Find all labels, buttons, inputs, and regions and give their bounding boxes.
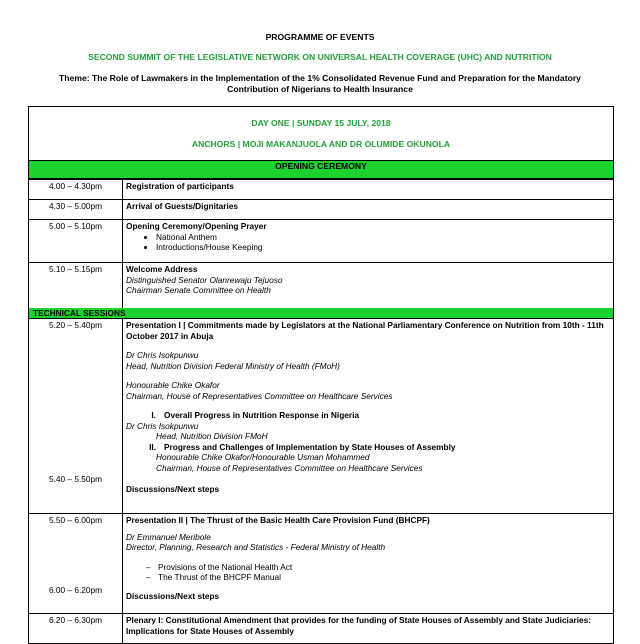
list-number: II. [149, 441, 156, 452]
anchors-label: ANCHORS | MOJI MAKANJUOLA AND DR OLUMIDE OKUNOLA [191, 139, 451, 149]
table-row [29, 614, 614, 644]
discussion-time: 6.00 – 6.20pm [48, 584, 103, 595]
list-item: • National Anthem [156, 232, 610, 243]
session-cell [123, 263, 614, 309]
session-cell [123, 220, 614, 263]
session-title: Arrival of Guests/Dignitaries [123, 200, 614, 220]
session-title: Opening Ceremony/Opening Prayer [126, 221, 267, 231]
session-title: Presentation I | Commitments made by Legislators at the National Parliamentary Conference on Nutrition from 10th - 11th October 2017 in Abuja [126, 320, 604, 341]
time-label: 5.20 – 5.40pm [48, 320, 103, 330]
list-item-title: Progress and Challenges of Implementation by State Houses of Assembly [164, 441, 456, 452]
speaker-name: Honourable Chike Okafor [126, 380, 220, 390]
discussion-label: Discussions/Next steps [126, 590, 220, 601]
speaker-role: Chairman, House of Representatives Committee on Healthcare Services [156, 462, 423, 473]
list-item [126, 442, 610, 453]
speaker-role: Chairman, House of Representatives Committee on Healthcare Services [126, 390, 393, 401]
list-item: – The Thrust of the BHCPF Manual [146, 572, 610, 583]
speaker-role: Head, Nutrition Division FMoH [156, 431, 268, 441]
session-title: Welcome Address [126, 264, 198, 274]
bullet-list [126, 232, 610, 253]
discussion-label: Discussions/Next steps [126, 484, 220, 494]
time-cell: 4.00 – 4.30pm [29, 180, 123, 200]
list-number: I. [151, 410, 156, 420]
list-item: – Provisions of the National Health Act [146, 562, 610, 573]
session-title: Plenary I: Constitutional Amendment that provides for the funding of State Houses of Assembly and State Judiciaries: Implications for State Houses of Assembly [123, 614, 614, 644]
table-row [29, 319, 614, 514]
time-cell [29, 319, 123, 514]
speaker-role: Head, Nutrition Division Federal Ministry of Health (FMoH) [126, 360, 340, 371]
summit-theme: Theme: The Role of Lawmakers in the Implementation of the 1% Consolidated Revenue Fund and Preparation for the Mandatory Contribution of Nigerians to Health Insurance [59, 73, 581, 94]
dash-list [126, 562, 610, 583]
speaker-role: Director, Planning, Research and Statistics - Federal Ministry of Health [126, 542, 386, 552]
opening-table [28, 179, 614, 309]
time-cell [29, 514, 123, 614]
day-label: DAY ONE | SUNDAY 15 JULY, 2018 [251, 118, 391, 128]
session-title: Presentation II | The Thrust of the Basic Health Care Provision Fund (BHCPF) [126, 515, 430, 525]
opening-ceremony-banner: OPENING CEREMONY [28, 160, 614, 179]
summit-subtitle: SECOND SUMMIT OF THE LEGISLATIVE NETWORK ON UNIVERSAL HEALTH COVERAGE (UHC) AND NUTRITION [88, 52, 552, 62]
discussion-time: 5.40 – 5.50pm [48, 473, 103, 484]
time-label: 5.50 – 6.00pm [48, 515, 103, 525]
table-row [29, 200, 614, 220]
day-header-box [28, 106, 614, 160]
table-row [29, 263, 614, 309]
table-row [29, 180, 614, 200]
list-item: • Introductions/House Keeping [156, 242, 610, 253]
list-item [126, 410, 610, 421]
speaker-name: Dr Chris Isokpunwu [126, 420, 199, 431]
technical-sessions-banner: TECHNICAL SESSIONS [28, 308, 614, 318]
table-row [29, 514, 614, 614]
speaker-name: Distinguished Senator Olanrewaju Tejuoso [126, 274, 283, 285]
session-title: Registration of participants [123, 180, 614, 200]
table-row [29, 220, 614, 263]
time-cell: 5.00 – 5.10pm [29, 220, 123, 263]
speaker-name: Honourable Chike Okafor/Honourable Usman Mohammed [156, 452, 370, 462]
session-cell [123, 514, 614, 614]
page-title: PROGRAMME OF EVENTS [265, 32, 375, 42]
session-cell [123, 319, 614, 514]
time-cell: 5.10 – 5.15pm [29, 263, 123, 309]
speaker-role: Chairman Senate Committee on Health [126, 285, 271, 295]
time-cell: 6.20 – 6.30pm [29, 614, 123, 644]
time-cell: 4.30 – 5.00pm [29, 200, 123, 220]
list-item-title: Overall Progress in Nutrition Response in Nigeria [164, 410, 360, 420]
speaker-name: Dr Chris Isokpunwu [126, 350, 199, 360]
technical-table [28, 318, 614, 644]
speaker-name: Dr Emmanuel Meribole [126, 531, 211, 542]
